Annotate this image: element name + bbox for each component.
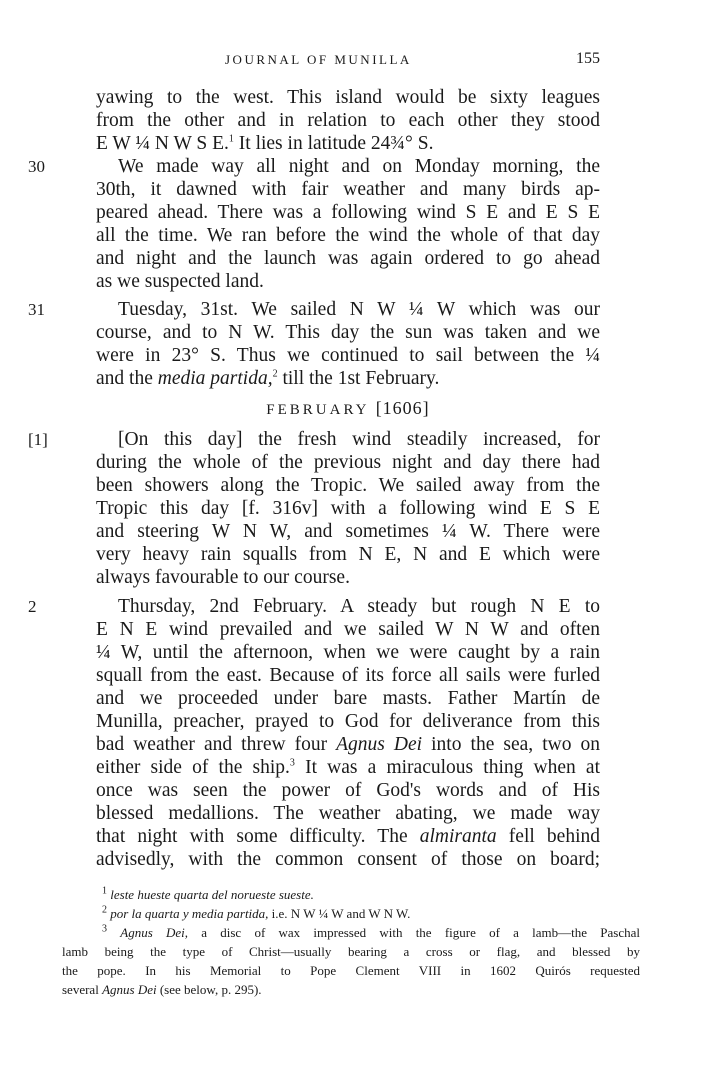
body-line: all the time. We ran before the wind the whole of that day (96, 225, 600, 246)
body-line: blessed medallions. The weather abating, we made way (96, 803, 600, 824)
body-line: advisedly, with the common consent of those on board; (96, 849, 600, 870)
body-line: and night and the launch was again ordered to go ahead (96, 248, 600, 269)
body-line: very heavy rain squalls from N E, N and E which were (96, 544, 600, 565)
body-line: either side of the ship.$^3$ It was a miraculous thing when at (96, 757, 601, 778)
footnote-3: $^3$ Agnus Dei, a disc of wax impressed with the figure of a lamb—the Paschal (102, 923, 640, 940)
body-line: that night with some difficulty. The almiranta fell behind (96, 826, 600, 847)
body-line: and the media partida,$^2$ till the 1st February. (96, 368, 440, 389)
body-line: been showers along the Tropic. We sailed away from the (96, 475, 600, 496)
body-line: squall from the east. Because of its force all sails were furled (96, 665, 600, 686)
body-line: yawing to the west. This island would be sixty leagues (96, 87, 600, 108)
page-header (95, 52, 600, 74)
body-line: E N E wind prevailed and we sailed W N W and often (96, 619, 600, 640)
margin-date-30: 30 (28, 157, 45, 176)
body-line: 30th, it dawned with fair weather and many birds ap- (96, 179, 600, 200)
section-heading (96, 398, 600, 419)
body-line: We made way all night and on Monday morning, the (118, 156, 600, 177)
footnote-ref: 1 (228, 133, 234, 145)
body-line: peared ahead. There was a following wind S E and E S E (96, 202, 600, 223)
footnote-ref: 3 (289, 757, 295, 769)
page-number: 155 (576, 50, 600, 67)
body-line: [On this day] the fresh wind steadily increased, for (118, 429, 600, 450)
body-line: were in 23° S. Thus we continued to sail between the ¼ (96, 345, 600, 366)
body-line: ¼ W, until the afternoon, when we were caught by a rain (96, 642, 600, 663)
footnote-3-line: several Agnus Dei (see below, p. 295). (62, 982, 262, 997)
body-line: during the whole of the previous night and day there had (96, 452, 600, 473)
running-head: JOURNAL OF MUNILLA (225, 52, 412, 67)
body-line: bad weather and threw four Agnus Dei into the sea, two on (96, 734, 601, 755)
body-line: Tropic this day [f. 316v] with a following wind E S E (96, 498, 600, 519)
year-heading: [1606] (375, 398, 430, 418)
footnote-3-line: the pope. In his Memorial to Pope Clement VIII in 1602 Quirós requested (62, 963, 640, 978)
footnote-3-line: lamb being the type of Christ—usually bearing a cross or flag, and blessed by (62, 944, 640, 959)
body-line: from the other and in relation to each other they stood (96, 110, 600, 131)
body-line: course, and to N W. This day the sun was taken and we (96, 322, 600, 343)
body-line: and we proceeded under bare masts. Father Martín de (96, 688, 600, 709)
margin-date-31: 31 (28, 300, 45, 319)
footnote-ref: 2 (272, 368, 278, 380)
footnotes (62, 885, 640, 999)
body-line: Thursday, 2nd February. A steady but rough N E to (118, 596, 600, 617)
body-line: once was seen the power of God's words and of His (96, 780, 600, 801)
footnote-2: $^2$ por la quarta y media partida, i.e. N W ¼ W and W N W. (102, 904, 411, 921)
body-line: as we suspected land. (96, 271, 264, 292)
margin-date-2: 2 (28, 597, 37, 616)
margin-date-1: [1] (28, 430, 48, 449)
body-line: Tuesday, 31st. We sailed N W ¼ W which was our (118, 299, 600, 320)
body-line: Munilla, preacher, prayed to God for deliverance from this (96, 711, 600, 732)
month-heading: FEBRUARY (266, 402, 369, 418)
footnote-1: $^1$ leste hueste quarta del norueste sueste. (102, 885, 314, 902)
body-line: E W ¼ N W S E.$^1$ It lies in latitude 24¾° S. (96, 133, 434, 154)
body-line: and steering W N W, and sometimes ¼ W. There were (96, 521, 600, 542)
body-line: always favourable to our course. (96, 567, 350, 588)
